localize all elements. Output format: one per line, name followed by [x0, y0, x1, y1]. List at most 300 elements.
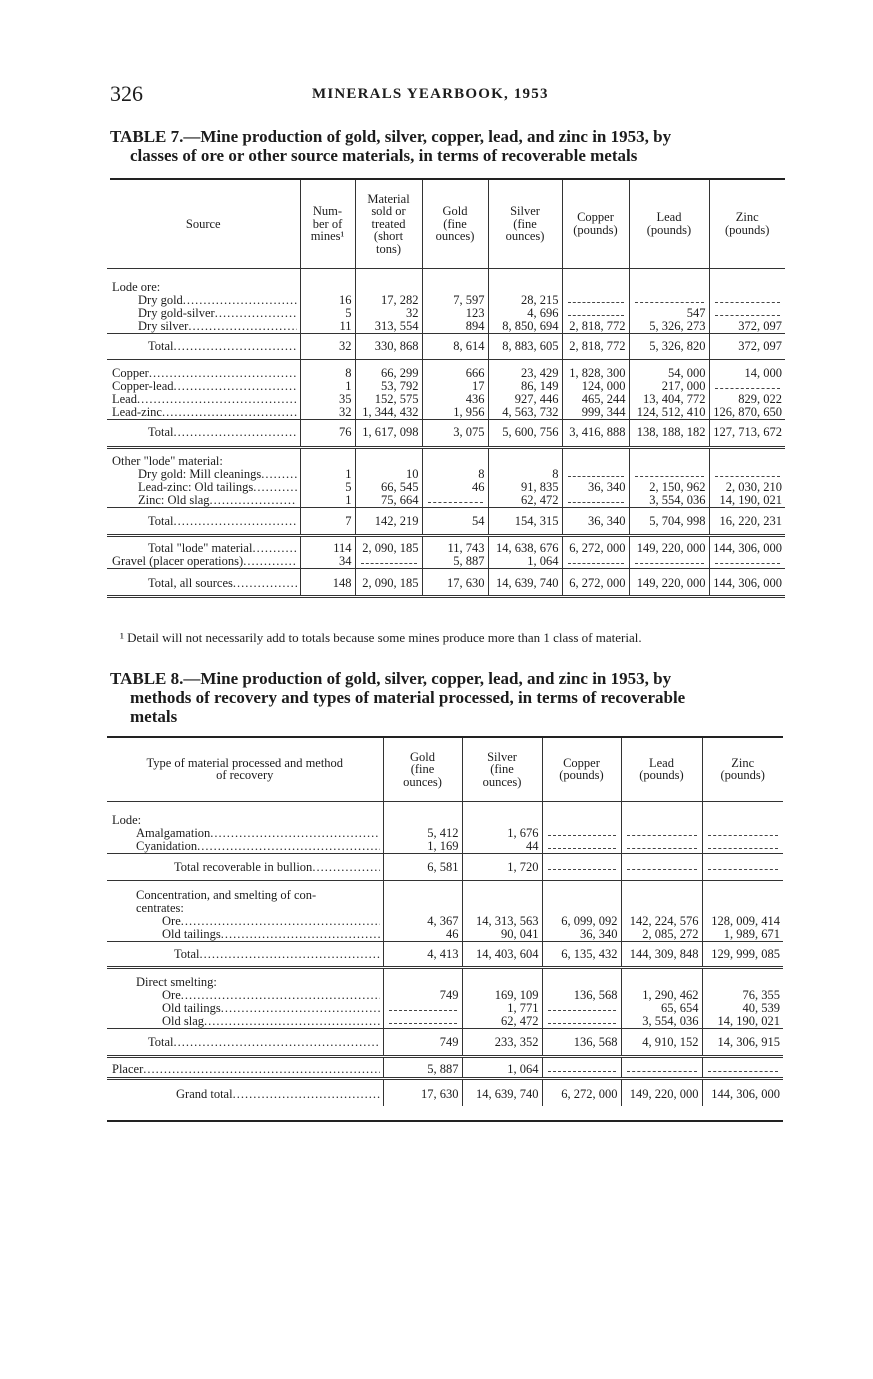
table8-cell: 6, 581	[383, 853, 462, 880]
table7-cell: 4, 696	[488, 307, 562, 320]
table8-cell: 2, 085, 272	[621, 928, 702, 942]
table7-row-label	[107, 481, 300, 494]
blank-dash	[568, 294, 624, 303]
table8-cell	[462, 801, 542, 827]
table8-cell: 149, 220, 000	[621, 1078, 702, 1106]
table8-row	[107, 853, 783, 880]
table7-cell	[629, 294, 709, 307]
table7-cell: 3, 416, 888	[562, 419, 629, 447]
table8-row-label-text: Direct smelting:	[136, 975, 217, 989]
table7-cell: 547	[629, 307, 709, 320]
table7-row-label-text: Copper .....	[110, 367, 297, 380]
table8-cell	[621, 1056, 702, 1078]
table7-row	[107, 307, 785, 320]
table7-cell: 2, 818, 772	[562, 320, 629, 334]
table8-cell: 233, 352	[462, 1028, 542, 1056]
table8-cell: 1, 720	[462, 853, 542, 880]
table7-cell: 5, 704, 998	[629, 507, 709, 535]
table7-cell: 17	[422, 380, 488, 393]
blank-dash	[627, 1063, 697, 1072]
table7-row	[107, 507, 785, 535]
table8-bottom-rule	[107, 1120, 783, 1122]
table8-cell	[462, 967, 542, 989]
table8-cell: 749	[383, 1028, 462, 1056]
table8-header-row	[107, 738, 783, 801]
blank-dash	[715, 555, 781, 564]
table8-caption-line3: metals	[130, 707, 178, 726]
table8-row-label-text: Lode:	[112, 813, 142, 827]
table7	[107, 180, 785, 598]
table8-cell: 142, 224, 576	[621, 915, 702, 928]
table8-cell	[383, 967, 462, 989]
table8-cell	[383, 880, 462, 902]
blank-dash	[548, 1002, 616, 1011]
table7-row	[107, 447, 785, 468]
table7-cell: 62, 472	[488, 494, 562, 508]
table7-cell: 2, 030, 210	[709, 481, 785, 494]
table8-cell: 1, 169	[383, 840, 462, 854]
table7-cell	[562, 555, 629, 569]
table8-cell	[702, 1056, 783, 1078]
table8-caption-line2: methods of recovery and types of material processed, in terms of recoverable	[130, 688, 686, 707]
blank-dash	[389, 1015, 457, 1024]
table7-cell: 11	[300, 320, 355, 334]
table7-cell: 144, 306, 000	[709, 568, 785, 596]
table8-cell: 5, 887	[383, 1056, 462, 1078]
table7-cell: 124, 512, 410	[629, 406, 709, 420]
table8-cell: 17, 630	[383, 1078, 462, 1106]
table7-cell: 7, 597	[422, 294, 488, 307]
table7-cell: 465, 244	[562, 393, 629, 406]
table8-cell	[542, 853, 621, 880]
table8-cell	[702, 902, 783, 915]
table7-row-label-text: Total "lode" material .....	[110, 542, 297, 555]
table7-row	[107, 359, 785, 380]
table8-cell: 1, 989, 671	[702, 928, 783, 942]
table7-row-label	[107, 393, 300, 406]
table7-cell: 17, 630	[422, 568, 488, 596]
table8-cell	[383, 801, 462, 827]
table7-cell: 36, 340	[562, 481, 629, 494]
table8-cell	[621, 827, 702, 840]
table7-cell: 144, 306, 000	[709, 535, 785, 555]
table7-cell	[562, 468, 629, 481]
table7-cell: 372, 097	[709, 333, 785, 359]
table7-row-label	[107, 307, 300, 320]
table7-cell: 46	[422, 481, 488, 494]
table7-row	[107, 568, 785, 596]
table7-cell: 127, 713, 672	[709, 419, 785, 447]
table8-cell: 62, 472	[462, 1015, 542, 1029]
table8-cell: 4, 367	[383, 915, 462, 928]
table8-row	[107, 1002, 783, 1015]
table7-cell: 16	[300, 294, 355, 307]
table7-row-label-text: Lead .....	[110, 393, 297, 406]
table7-cell: 1	[300, 468, 355, 481]
table7-cell: 1, 828, 300	[562, 359, 629, 380]
table8-cell: 3, 554, 036	[621, 1015, 702, 1029]
table7-cell: 372, 097	[709, 320, 785, 334]
table7-cell	[629, 468, 709, 481]
blank-dash	[635, 468, 704, 477]
table8-header-cell: Gold (fine ounces)	[383, 738, 462, 801]
table8-row	[107, 902, 783, 915]
table8-cell: 14, 403, 604	[462, 941, 542, 967]
table8-caption	[110, 669, 790, 726]
table7-cell: 8, 850, 694	[488, 320, 562, 334]
table7-row-label-text: Dry gold .....	[110, 294, 297, 307]
blank-dash	[708, 840, 779, 849]
table7-cell: 8	[300, 359, 355, 380]
table8-row-label	[107, 801, 383, 827]
table8-cell: 749	[383, 989, 462, 1002]
table8-cell	[462, 902, 542, 915]
table8-cell	[702, 827, 783, 840]
table7-cell	[562, 294, 629, 307]
blank-dash	[635, 555, 704, 564]
table7-header-row	[107, 180, 785, 268]
table8-cell	[542, 880, 621, 902]
table8-cell: 136, 568	[542, 1028, 621, 1056]
table8-row-label-text: Old slag .....	[110, 1015, 380, 1028]
table8-cell	[383, 902, 462, 915]
table7-cell: 149, 220, 000	[629, 535, 709, 555]
table7-cell	[629, 268, 709, 294]
blank-dash	[568, 555, 624, 564]
table8-cell: 14, 190, 021	[702, 1015, 783, 1029]
table7-header-cell: Gold (fine ounces)	[422, 180, 488, 268]
table8-row-label	[107, 1028, 383, 1056]
table8-header-cell: Silver (fine ounces)	[462, 738, 542, 801]
table7-cell: 829, 022	[709, 393, 785, 406]
table7-cell: 1, 956	[422, 406, 488, 420]
table7-header-cell: Copper (pounds)	[562, 180, 629, 268]
table7-cell: 142, 219	[355, 507, 422, 535]
table8-cell	[462, 880, 542, 902]
table7-row	[107, 380, 785, 393]
table8-row-label	[107, 989, 383, 1002]
table7-cell	[629, 447, 709, 468]
table7-cell: 4, 563, 732	[488, 406, 562, 420]
table7-cell: 114	[300, 535, 355, 555]
page-number: 326	[110, 81, 143, 106]
table8-cell: 76, 355	[702, 989, 783, 1002]
table8-cell: 1, 290, 462	[621, 989, 702, 1002]
table8-row-label-text: Cyanidation .....	[110, 840, 380, 853]
table7-cell: 14, 000	[709, 359, 785, 380]
table7-row-label-text: Zinc: Old slag .....	[110, 494, 297, 507]
table8-cell: 14, 639, 740	[462, 1078, 542, 1106]
table7-row-label	[107, 468, 300, 481]
table8-cell	[621, 880, 702, 902]
table8-cell	[542, 1015, 621, 1029]
table7-cell	[422, 268, 488, 294]
table7-row-label-text: Lead-zinc: Old tailings .....	[110, 481, 297, 494]
table7-cell	[709, 294, 785, 307]
table8-row	[107, 1028, 783, 1056]
table7-cell: 2, 090, 185	[355, 568, 422, 596]
table7-row-label	[107, 447, 300, 468]
table7-cell: 436	[422, 393, 488, 406]
table7-caption-line1: TABLE 7.—Mine production of gold, silver, copper, lead, and zinc in 1953, by	[110, 127, 672, 146]
table7-cell: 2, 150, 962	[629, 481, 709, 494]
table8-row-label-text: Amalgamation .....	[110, 827, 380, 840]
table7-cell: 5, 887	[422, 555, 488, 569]
table8-cell	[702, 880, 783, 902]
table7-cell: 2, 818, 772	[562, 333, 629, 359]
table7-cell: 32	[300, 406, 355, 420]
table8-row-label-text: Total .....	[110, 1036, 380, 1049]
table7-row-label	[107, 268, 300, 294]
table7-cell: 86, 149	[488, 380, 562, 393]
blank-dash	[715, 380, 781, 389]
table8-header-cell: Zinc (pounds)	[702, 738, 783, 801]
table7-cell	[629, 555, 709, 569]
table7-cell: 8	[422, 468, 488, 481]
table8-cell: 40, 539	[702, 1002, 783, 1015]
table8-row-label	[107, 853, 383, 880]
table7-row-label	[107, 294, 300, 307]
table8-cell	[702, 840, 783, 854]
table7-row-label	[107, 359, 300, 380]
table7-cell: 8, 614	[422, 333, 488, 359]
table7-cell	[422, 494, 488, 508]
table7-cell: 16, 220, 231	[709, 507, 785, 535]
table8-cell: 128, 009, 414	[702, 915, 783, 928]
table7-row-label-text: Gravel (placer operations) .....	[110, 555, 297, 568]
blank-dash	[708, 827, 779, 836]
table7-cell: 35	[300, 393, 355, 406]
table7-cell	[562, 268, 629, 294]
table8-cell	[702, 853, 783, 880]
table7-row	[107, 294, 785, 307]
table8-cell: 169, 109	[462, 989, 542, 1002]
table7-cell: 999, 344	[562, 406, 629, 420]
table7-cell	[709, 380, 785, 393]
table8-cell	[621, 853, 702, 880]
table7-cell: 123	[422, 307, 488, 320]
table7-row-label	[107, 535, 300, 555]
table8-cell: 90, 041	[462, 928, 542, 942]
table7-cell: 14, 190, 021	[709, 494, 785, 508]
table7-header-cell: Silver (fine ounces)	[488, 180, 562, 268]
table8-row-label-text: Old tailings .....	[110, 1002, 380, 1015]
table7-cell: 1	[300, 380, 355, 393]
table7-cell: 313, 554	[355, 320, 422, 334]
table7-row-label-text: Dry gold: Mill cleanings .....	[110, 468, 297, 481]
table7-cell: 54	[422, 507, 488, 535]
table8-cell	[542, 801, 621, 827]
table7-cell: 66, 545	[355, 481, 422, 494]
table8-row-label-text: centrates:	[136, 901, 184, 915]
table7-row-label	[107, 507, 300, 535]
table8-cell: 1, 771	[462, 1002, 542, 1015]
table7-row-label-text: Dry silver .....	[110, 320, 297, 333]
table7-cell: 3, 554, 036	[629, 494, 709, 508]
table8	[107, 738, 783, 1106]
table8-row-label-text: Old tailings .....	[110, 928, 380, 941]
table7-cell: 5, 326, 273	[629, 320, 709, 334]
table7-cell	[709, 447, 785, 468]
table7-cell	[422, 447, 488, 468]
table8-row-label-text: Total .....	[110, 948, 380, 961]
table7-row	[107, 494, 785, 508]
running-title: MINERALS YEARBOOK, 1953	[312, 86, 549, 102]
blank-dash	[548, 1063, 616, 1072]
table7-row-label-text: Other "lode" material:	[112, 454, 223, 468]
table7-cell: 54, 000	[629, 359, 709, 380]
table8-row-label	[107, 902, 383, 915]
table7-row-label	[107, 406, 300, 420]
table7-cell: 149, 220, 000	[629, 568, 709, 596]
table7-cell: 927, 446	[488, 393, 562, 406]
table7-cell: 23, 429	[488, 359, 562, 380]
table8-cell	[621, 840, 702, 854]
table8-row-label-text: Concentration, and smelting of con-	[136, 888, 317, 902]
table7-cell: 8	[488, 468, 562, 481]
table7-cell: 36, 340	[562, 507, 629, 535]
table8-cell: 1, 064	[462, 1056, 542, 1078]
table7-cell	[355, 555, 422, 569]
blank-dash	[548, 827, 616, 836]
table8-cell: 6, 099, 092	[542, 915, 621, 928]
table8-header-cell: Type of material processed and method of recovery	[107, 738, 383, 801]
table7-cell: 217, 000	[629, 380, 709, 393]
table7-footnote: ¹ Detail will not necessarily add to totals because some mines produce more than 1 class of material.	[120, 630, 642, 645]
table7-header-cell: Lead (pounds)	[629, 180, 709, 268]
table7-row	[107, 320, 785, 334]
table8-cell	[383, 1015, 462, 1029]
table8-cell	[542, 902, 621, 915]
table7-cell	[488, 268, 562, 294]
blank-dash	[548, 861, 616, 870]
table8-header-cell: Copper (pounds)	[542, 738, 621, 801]
table8-caption-line1: TABLE 8.—Mine production of gold, silver, copper, lead, and zinc in 1953, by	[110, 669, 672, 688]
table7-row-label-text: Lead-zinc .....	[110, 406, 297, 419]
table7-cell: 5	[300, 481, 355, 494]
table8-row-label	[107, 1015, 383, 1029]
table8-row-label	[107, 915, 383, 928]
table7-cell: 3, 075	[422, 419, 488, 447]
table7-cell: 666	[422, 359, 488, 380]
table7-cell: 75, 664	[355, 494, 422, 508]
table8-row	[107, 827, 783, 840]
table7-cell	[709, 307, 785, 320]
table8-row-label-text: Ore .....	[110, 915, 380, 928]
table7-row-label	[107, 568, 300, 596]
table7-header-cell: Material sold or treated (short tons)	[355, 180, 422, 268]
table8-row-label	[107, 1078, 383, 1106]
table7-row	[107, 481, 785, 494]
table7-cell	[300, 268, 355, 294]
table8-cell	[542, 1056, 621, 1078]
table8-cell: 36, 340	[542, 928, 621, 942]
table8-cell	[542, 967, 621, 989]
table8-row	[107, 880, 783, 902]
table7-cell: 76	[300, 419, 355, 447]
table8-row-label-text: Ore .....	[110, 989, 380, 1002]
table7-row-label	[107, 494, 300, 508]
table8-row	[107, 915, 783, 928]
table8-cell: 144, 306, 000	[702, 1078, 783, 1106]
table7-cell: 154, 315	[488, 507, 562, 535]
blank-dash	[428, 494, 483, 503]
table7-cell: 13, 404, 772	[629, 393, 709, 406]
table7-row-label	[107, 555, 300, 569]
table8-row-label	[107, 827, 383, 840]
table8-cell	[702, 967, 783, 989]
table8-cell	[383, 1002, 462, 1015]
blank-dash	[548, 1015, 616, 1024]
table7-cell: 34	[300, 555, 355, 569]
table7-row	[107, 268, 785, 294]
table7-cell: 5	[300, 307, 355, 320]
table7-cell: 91, 835	[488, 481, 562, 494]
table7-cell: 11, 743	[422, 535, 488, 555]
table7-cell: 14, 638, 676	[488, 535, 562, 555]
table7-cell: 1, 064	[488, 555, 562, 569]
table7-cell: 5, 600, 756	[488, 419, 562, 447]
table8-row	[107, 967, 783, 989]
table7-cell: 1	[300, 494, 355, 508]
table7-cell	[562, 494, 629, 508]
table7-cell: 1, 617, 098	[355, 419, 422, 447]
table7-cell: 126, 870, 650	[709, 406, 785, 420]
table7-cell	[709, 268, 785, 294]
table8-row	[107, 941, 783, 967]
table7-cell: 7	[300, 507, 355, 535]
table7-row-label	[107, 333, 300, 359]
table7-row-label-text: Lode ore:	[112, 280, 161, 294]
table7-row	[107, 406, 785, 420]
table7-header-cell: Zinc (pounds)	[709, 180, 785, 268]
table7-header-cell: Source	[107, 180, 300, 268]
blank-dash	[708, 861, 779, 870]
table7-cell: 17, 282	[355, 294, 422, 307]
table7-caption	[110, 127, 790, 165]
table7-row-label-text: Total, all sources .....	[110, 577, 297, 590]
blank-dash	[389, 1002, 457, 1011]
table8-row-label-text: Placer .....	[110, 1063, 380, 1076]
table8-row-label	[107, 928, 383, 942]
blank-dash	[568, 307, 624, 316]
blank-dash	[627, 827, 697, 836]
table8-row	[107, 1015, 783, 1029]
table7-header-cell: Num- ber of mines¹	[300, 180, 355, 268]
table7-cell	[488, 447, 562, 468]
table7-cell: 330, 868	[355, 333, 422, 359]
table8-row	[107, 928, 783, 942]
table7-cell	[562, 447, 629, 468]
table7-cell	[355, 447, 422, 468]
table8-row-label	[107, 941, 383, 967]
table7-row	[107, 419, 785, 447]
blank-dash	[715, 468, 781, 477]
table8-cell	[621, 967, 702, 989]
table8-cell: 4, 413	[383, 941, 462, 967]
table8-row	[107, 989, 783, 1002]
table7-cell: 5, 326, 820	[629, 333, 709, 359]
table8-cell	[542, 1002, 621, 1015]
table8-cell: 4, 910, 152	[621, 1028, 702, 1056]
table8-row	[107, 840, 783, 854]
table8-row-label	[107, 1056, 383, 1078]
table7-cell: 32	[355, 307, 422, 320]
table7-cell: 152, 575	[355, 393, 422, 406]
table7-cell: 14, 639, 740	[488, 568, 562, 596]
table8-cell	[542, 840, 621, 854]
table8-row	[107, 1078, 783, 1106]
